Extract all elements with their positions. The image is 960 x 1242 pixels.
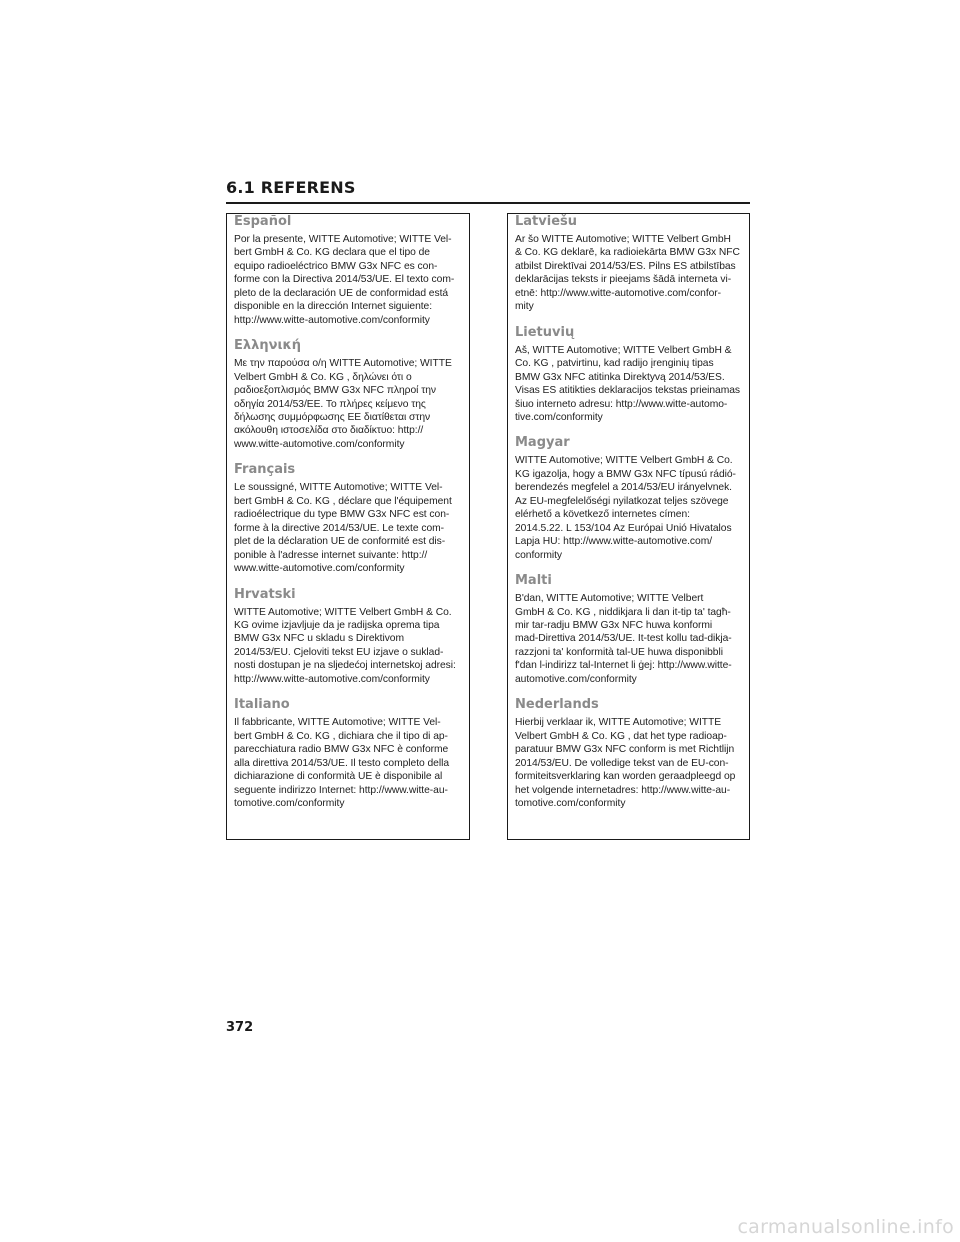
declaration-line: Aš, WITTE Automotive; WITTE Velbert GmbH &: [515, 344, 732, 356]
language-section: [234, 697, 462, 810]
declaration-line: mad-Direttiva 2014/53/UE. It-test kollu tad-dikja-: [515, 633, 732, 645]
declaration-line: Co. KG , patvirtinu, kad radijo įrenginių tipas: [515, 358, 714, 370]
declaration-text: [515, 716, 742, 810]
declaration-text: [515, 454, 742, 562]
declaration-line: Lapja HU: http://www.witte-automotive.com/: [515, 536, 713, 548]
language-section: [515, 697, 742, 810]
language-title: Français: [234, 462, 296, 478]
declaration-line: mity: [515, 301, 534, 313]
declaration-line: bert GmbH & Co. KG declara que el tipo de: [234, 247, 430, 259]
declaration-text: [234, 716, 462, 810]
declaration-text: [234, 606, 462, 687]
declaration-line: Le soussigné, WITTE Automotive; WITTE Vel-: [234, 482, 443, 494]
declaration-line: Ar šo WITTE Automotive; WITTE Velbert GmbH: [515, 234, 731, 245]
declaration-line: tive.com/conformity: [515, 411, 603, 423]
language-section: [234, 214, 462, 327]
language-title: Lietuvių: [515, 324, 575, 340]
declaration-line: berendezés megfelel a 2014/53/EU irányelvnek.: [515, 482, 732, 494]
declaration-line: tomotive.com/conformity: [234, 797, 345, 809]
declaration-line: Με την παρούσα ο/η WITTE Automotive; WITTE: [234, 358, 452, 370]
language-section: [515, 325, 742, 425]
language-title: Malti: [515, 573, 552, 589]
language-section: [234, 338, 462, 451]
declaration-line: http://www.witte-automotive.com/conformity: [234, 673, 430, 685]
declaration-line: deklarācijas teksts ir pieejams šādā interneta vi-: [515, 274, 732, 286]
declaration-line: plet de la déclaration UE de conformité est dis-: [234, 536, 446, 548]
declaration-text: [234, 357, 462, 451]
declaration-line: formiteitsverklaring kan worden geraadpleegd op: [515, 771, 736, 783]
header-divider: [226, 202, 750, 204]
declaration-line: ραδιοεξοπλισμός BMW G3x NFC πληροί την: [234, 385, 436, 397]
language-title: Nederlands: [515, 697, 599, 713]
declaration-line: alla direttiva 2014/53/UE. Il testo completo della: [234, 757, 450, 769]
language-section: [515, 214, 742, 314]
declaration-line: pleto de la declaración UE de conformidad está: [234, 287, 449, 299]
declaration-line: WITTE Automotive; WITTE Velbert GmbH & Co.: [515, 455, 733, 467]
declaration-line: B'dan, WITTE Automotive; WITTE Velbert: [515, 593, 704, 605]
declaration-line: Velbert GmbH & Co. KG , dat het type radioap-: [515, 730, 727, 742]
declaration-line: δήλωσης συμμόρφωσης ΕΕ διατίθεται στην: [234, 411, 431, 423]
declaration-line: paratuur BMW G3x NFC conform is met Richtlijn: [515, 744, 735, 756]
declaration-line: 2014/53/EU. Cjeloviti tekst EU izjave o suklad-: [234, 646, 444, 658]
declaration-line: bert GmbH & Co. KG , dichiara che il tipo di ap-: [234, 730, 448, 742]
section-heading: 6.1 REFERENS: [226, 178, 356, 197]
declaration-line: BMW G3x NFC atitinka Direktyvą 2014/53/ES.: [515, 371, 725, 383]
language-title: Latviešu: [515, 214, 578, 229]
declaration-line: f'dan l-indirizz tal-Internet li ġej: http://www.witte-: [515, 660, 732, 672]
declaration-line: het volgende internetadres: http://www.witte-au-: [515, 784, 731, 796]
declaration-line: BMW G3x NFC u skladu s Direktivom: [234, 633, 404, 645]
declaration-line: nosti dostupan je na sljedećoj internetskoj adresi:: [234, 660, 456, 672]
declaration-line: ακόλουθη ιστοσελίδα στο διαδίκτυο: http://: [234, 425, 424, 437]
declaration-line: šiuo interneto adresu: http://www.witte-automo-: [515, 398, 728, 410]
declaration-text: [515, 233, 742, 314]
declaration-line: parecchiatura radio BMW G3x NFC è conforme: [234, 744, 449, 756]
declaration-line: forme con la Directiva 2014/53/UE. El texto com-: [234, 274, 455, 286]
language-title: Hrvatski: [234, 586, 296, 602]
declaration-line: www.witte-automotive.com/conformity: [234, 563, 405, 575]
declaration-line: GmbH & Co. KG , niddikjara li dan it-tip ta' tagħ-: [515, 606, 731, 618]
declaration-line: bert GmbH & Co. KG , déclare que l'équipement: [234, 495, 452, 507]
language-title: Ελληνική: [234, 338, 301, 354]
declaration-line: elérhető a következő internetes címen:: [515, 509, 690, 521]
declaration-line: seguente indirizzo Internet: http://www.witte-au-: [234, 784, 448, 796]
declarations-right-panel: [507, 213, 750, 840]
declaration-line: tomotive.com/conformity: [515, 797, 626, 809]
declaration-line: WITTE Automotive; WITTE Velbert GmbH & Co.: [234, 606, 452, 618]
declaration-line: & Co. KG deklarē, ka radioiekārta BMW G3x NFC: [515, 247, 740, 259]
declaration-line: automotive.com/conformity: [515, 673, 637, 685]
declaration-line: Visas ES atitikties deklaracijos tekstas prieinamas: [515, 385, 741, 397]
declaration-line: etnē: http://www.witte-automotive.com/confor-: [515, 287, 722, 299]
declaration-line: dichiarazione di conformità UE è disponibile al: [234, 771, 443, 783]
declaration-line: www.witte-automotive.com/conformity: [234, 438, 405, 450]
declaration-line: conformity: [515, 549, 562, 561]
declaration-line: οδηγία 2014/53/ΕΕ. Το πλήρες κείμενο της: [234, 398, 426, 410]
declaration-line: forme à la directive 2014/53/UE. Le texte com-: [234, 522, 445, 534]
declaration-line: KG ovime izjavljuje da je radijska oprema tipa: [234, 619, 440, 631]
declaration-line: 2014.5.22. L 153/104 Az Európai Unió Hivatalos: [515, 522, 732, 534]
declaration-line: Velbert GmbH & Co. KG , δηλώνει ότι ο: [234, 371, 412, 383]
declaration-line: Hierbij verklaar ik, WITTE Automotive; WITTE: [515, 717, 722, 729]
language-title: Español: [234, 214, 292, 229]
declaration-text: [234, 233, 462, 327]
language-section: [515, 435, 742, 562]
declaration-line: ponible à l'adresse internet suivante: http://: [234, 549, 428, 561]
watermark-text: carmanualsonline.info: [737, 1216, 954, 1238]
declaration-line: KG igazolja, hogy a BMW G3x NFC típusú rádió-: [515, 468, 736, 480]
declaration-line: mir tar-radju BMW G3x NFC huwa konformi: [515, 619, 713, 631]
language-section: [234, 462, 462, 575]
declaration-line: atbilst Direktīvai 2014/53/ES. Pilns ES atbilstības: [515, 260, 736, 272]
declaration-text: [515, 344, 742, 425]
declaration-text: [234, 481, 462, 575]
declarations-left-panel: [226, 213, 470, 840]
language-section: [515, 573, 742, 686]
declaration-line: razzjoni ta' konformità tal-UE huwa disponibbli: [515, 646, 723, 658]
declaration-line: disponible en la dirección Internet siguiente:: [234, 301, 433, 313]
language-title: Magyar: [515, 435, 570, 451]
page-number: 372: [226, 1020, 254, 1035]
page-header: [226, 178, 750, 204]
language-title: Italiano: [234, 697, 290, 713]
declaration-text: [515, 592, 742, 686]
declaration-line: equipo radioeléctrico BMW G3x NFC es con-: [234, 260, 438, 272]
language-section: [234, 587, 462, 687]
declaration-line: Az EU-megfelelőségi nyilatkozat teljes szövege: [515, 495, 729, 507]
declaration-line: Il fabbricante, WITTE Automotive; WITTE Vel-: [234, 717, 441, 729]
declaration-line: radioélectrique du type BMW G3x NFC est con-: [234, 509, 450, 521]
declaration-line: Por la presente, WITTE Automotive; WITTE Vel-: [234, 234, 452, 245]
declaration-line: 2014/53/EU. De volledige tekst van de EU-con-: [515, 757, 729, 769]
declaration-line: http://www.witte-automotive.com/conformity: [234, 314, 430, 326]
